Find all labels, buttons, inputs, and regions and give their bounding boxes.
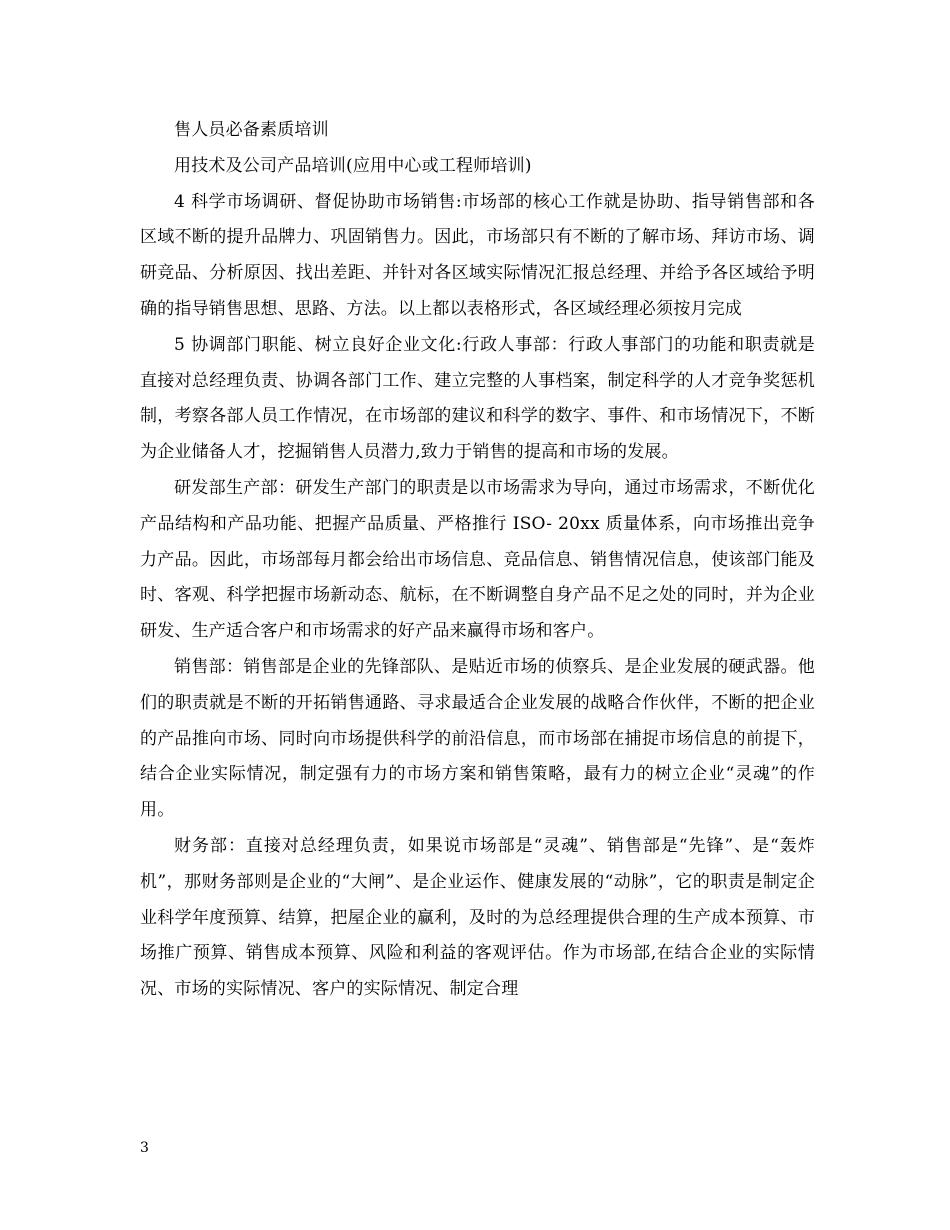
paragraph-hr-department: 5 协调部门职能、树立良好企业文化:行政人事部：行政人事部门的功能和职责就是直接对总经理负责、协调各部门工作、建立完整的人事档案，制定科学的人才竞争奖惩机制，考察各部人员工作情况，在市场部的建议和科学的数字、事件、和市场情况下，不断为企业储备人才，挖掘销售人员潜力,致力于销售的提高和市场的发展。 <box>140 334 815 463</box>
paragraph-finance-department: 财务部：直接对总经理负责，如果说市场部是“灵魂”、销售部是“先锋”、是“轰炸机”，那财务部则是企业的“大闸”、是企业运作、健康发展的“动脉”，它的职责是制定企业科学年度预算、结算，把屋企业的赢利，及时的为总经理提供合理的生产成本预算、市场推广预算、销售成本预算、风险和利益的客观评估。作为市场部,在结合企业的实际情况、市场的实际情况、客户的实际情况、制定合理 <box>140 835 815 1000</box>
page-number: 3 <box>140 1140 149 1156</box>
paragraph-rnd-production: 研发部生产部：研发生产部门的职责是以市场需求为导向，通过市场需求，不断优化产品结构和产品功能、把握产品质量、严格推行 ISO- 20xx 质量体系，向市场推出竞争力产品。因此，市场部每月都会给出市场信息、竞品信息、销售情况信息，使该部门能及时、客观、科学把握市场新动态、航标，在不断调整自身产品不足之处的同时，并为企业研发、生产适合客户和市场需求的好产品来赢得市场和客户。 <box>140 477 815 642</box>
paragraph-market-research: 4 科学市场调研、督促协助市场销售:市场部的核心工作就是协助、指导销售部和各区域不断的提升品牌力、巩固销售力。因此，市场部只有不断的了解市场、拜访市场、调研竞品、分析原因、找出差距、并针对各区域实际情况汇报总经理、并给予各区域给予明确的指导销售思想、思路、方法。以上都以表格形式，各区域经理必须按月完成 <box>140 191 815 319</box>
document-body <box>140 113 815 1008</box>
paragraph-sales-quality-training: 售人员必备素质培训 <box>174 120 329 140</box>
paragraph-sales-department: 销售部：销售部是企业的先锋部队、是贴近市场的侦察兵、是企业发展的硬武器。他们的职责就是不断的开拓销售通路、寻求最适合企业发展的战略合作伙伴，不断的把企业的产品推向市场、同时向市场提供科学的前沿信息，而市场部在捕捉市场信息的前提下，结合企业实际情况，制定强有力的市场方案和销售策略，最有力的树立企业“灵魂”的作用。 <box>140 656 815 821</box>
paragraph-product-training: 用技术及公司产品培训(应用中心或工程师培训) <box>174 155 532 176</box>
